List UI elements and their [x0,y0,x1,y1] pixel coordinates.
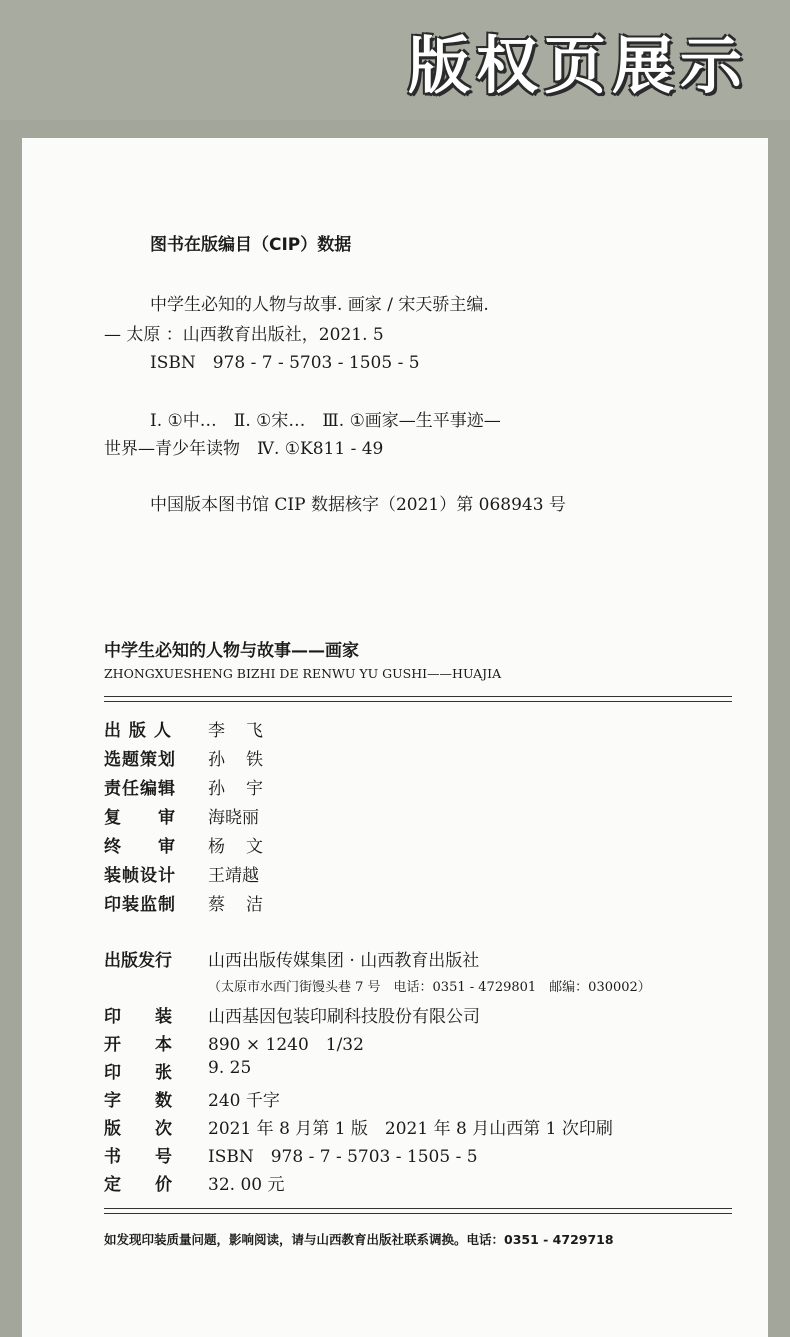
detail-value: 32. 00 元 [208,1175,285,1195]
divider-bottom-2 [104,1213,732,1214]
cip-line-1: 中学生必知的人物与故事. 画家 / 宋天骄主编. [150,295,489,315]
divider-top-2 [104,701,732,702]
detail-label: 开 本 [104,1035,172,1055]
cip-line-2: — 太原 ：山西教育出版社，2021. 5 [104,325,384,345]
book-title: 中学生必知的人物与故事——画家 [104,641,359,661]
cip-line-4: Ⅰ. ①中… Ⅱ. ①宋… Ⅲ. ①画家—生平事迹— [150,411,501,431]
staff-value: 蔡 洁 [208,895,265,915]
detail-label: 书 号 [104,1147,172,1167]
staff-value: 孙 宇 [208,779,265,799]
publisher-address: （太原市水西门街馒头巷 7 号 电话：0351 - 4729801 邮编：030002） [208,980,651,995]
detail-value: 890 × 1240 1/32 [208,1035,364,1055]
cip-heading: 图书在版编目（CIP）数据 [150,235,352,255]
staff-label: 选题策划 [104,750,176,770]
staff-label: 责任编辑 [104,779,176,799]
cip-line-5: 世界—青少年读物 Ⅳ. ①K811 - 49 [104,439,384,459]
detail-label: 定 价 [104,1175,172,1195]
staff-value: 海晓丽 [208,808,259,828]
staff-label: 装帧设计 [104,866,176,886]
detail-label: 印 张 [104,1063,172,1083]
header-banner [0,0,790,120]
cip-record-number: 中国版本图书馆 CIP 数据核字（2021）第 068943 号 [150,495,566,515]
cip-line-3: ISBN 978 - 7 - 5703 - 1505 - 5 [150,353,420,373]
copyright-page [22,138,768,1337]
staff-label: 印装监制 [104,895,176,915]
banner-title: 版权页展示 [407,29,748,102]
detail-value: 2021 年 8 月第 1 版 2021 年 8 月山西第 1 次印刷 [208,1119,613,1139]
staff-value: 王靖越 [208,866,259,886]
book-pinyin-title: ZHONGXUESHENG BIZHI DE RENWU YU GUSHI——HUAJIA [104,666,502,681]
divider-top-1 [104,696,732,697]
staff-value: 杨 文 [208,837,265,857]
staff-label: 终 审 [104,837,176,857]
staff-label: 复 审 [104,808,176,828]
staff-value: 李 飞 [208,721,265,741]
detail-value: 山西基因包装印刷科技股份有限公司 [208,1007,480,1027]
divider-bottom-1 [104,1208,732,1209]
publisher-value: 山西出版传媒集团 · 山西教育出版社 [208,951,480,971]
publisher-label: 出版发行 [104,951,172,971]
detail-value: 9. 25 [208,1058,252,1078]
quality-notice: 如发现印装质量问题，影响阅读，请与山西教育出版社联系调换。电话：0351 - 4729718 [104,1232,614,1247]
detail-value: 240 千字 [208,1091,280,1111]
detail-label: 字 数 [104,1091,172,1111]
detail-value: ISBN 978 - 7 - 5703 - 1505 - 5 [208,1147,478,1167]
detail-label: 印 装 [104,1007,172,1027]
detail-label: 版 次 [104,1119,172,1139]
staff-value: 孙 铁 [208,750,265,770]
staff-label: 出 版 人 [104,721,172,741]
